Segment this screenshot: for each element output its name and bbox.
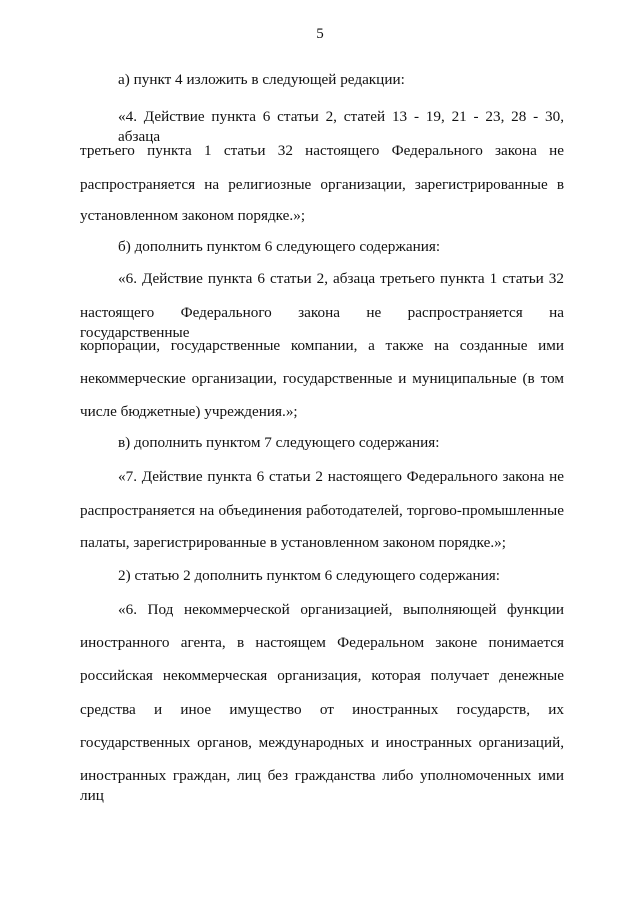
text-line: российская некоммерческая организация, которая получает денежные (80, 667, 564, 684)
text-line: установленном законом порядке.»; (80, 207, 306, 224)
text-line: числе бюджетные) учреждения.»; (80, 403, 298, 420)
text-line: 2) статью 2 дополнить пунктом 6 следующего содержания: (118, 567, 500, 584)
text-line: б) дополнить пунктом 6 следующего содержания: (118, 238, 441, 255)
text-line: настоящего Федерального закона не распространяется на государственные (80, 304, 564, 341)
text-line: распространяется на объединения работодателей, торгово-промышленные (80, 502, 564, 519)
text-line: «4. Действие пункта 6 статьи 2, статей 13 - 19, 21 - 23, 28 - 30, абзаца (118, 108, 564, 145)
text-line: некоммерческие организации, государственные и муниципальные (в том (80, 370, 564, 387)
text-line: распространяется на религиозные организации, зарегистрированные в (80, 176, 564, 193)
text-line: «6. Действие пункта 6 статьи 2, абзаца третьего пункта 1 статьи 32 (118, 270, 564, 287)
text-line: корпорации, государственные компании, а также на созданные ими (80, 337, 564, 354)
text-line: третьего пункта 1 статьи 32 настоящего Федерального закона не (80, 142, 564, 159)
text-line: средства и иное имущество от иностранных государств, их (80, 701, 564, 718)
text-line: иностранных граждан, лиц без гражданства либо уполномоченных ими лиц (80, 767, 564, 804)
text-line: палаты, зарегистрированные в установленном законом порядке.»; (80, 534, 506, 551)
text-line: «6. Под некоммерческой организацией, выполняющей функции (118, 601, 564, 618)
text-line: «7. Действие пункта 6 статьи 2 настоящего Федерального закона не (118, 468, 564, 485)
page-number: 5 (316, 26, 324, 42)
text-line: в) дополнить пунктом 7 следующего содержания: (118, 434, 440, 451)
text-line: а) пункт 4 изложить в следующей редакции: (118, 71, 405, 88)
text-line: иностранного агента, в настоящем Федеральном законе понимается (80, 634, 564, 651)
text-line: государственных органов, международных и иностранных организаций, (80, 734, 564, 751)
